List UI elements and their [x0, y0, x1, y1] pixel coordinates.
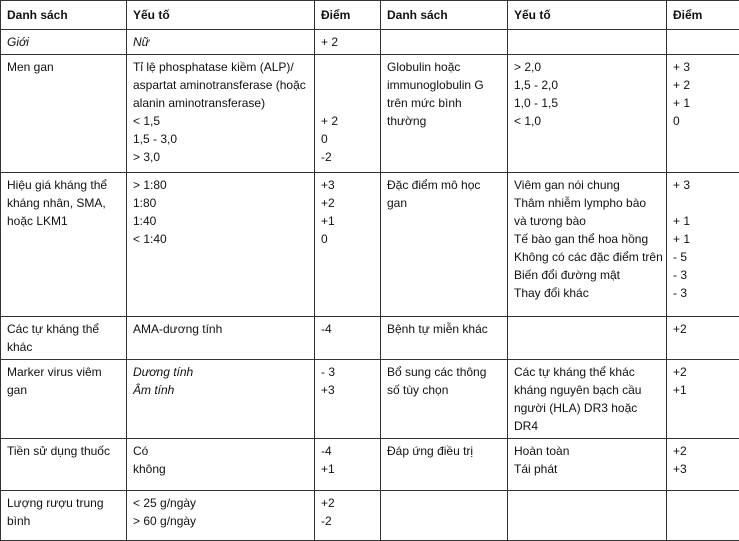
- left-list-cell: [1, 439, 127, 491]
- left-points-cell: [315, 317, 381, 360]
- left-points-text: + 2: [321, 33, 374, 51]
- left-factor-text: Tỉ lệ phosphatase kiềm (ALP)/ aspartat aminotransferase (hoặc alanin aminotransferase): [133, 58, 308, 112]
- right-factor-text: Hoàn toàn: [514, 442, 660, 460]
- right-factor-text: Tái phát: [514, 460, 660, 478]
- right-factor-text: Không có các đặc điểm trên: [514, 248, 660, 266]
- right-points-text: 0: [673, 112, 733, 130]
- right-factor-cell: [508, 55, 667, 173]
- left-factor-text: 1:40: [133, 212, 308, 230]
- right-points-text: + 1: [673, 94, 733, 112]
- header-row: [1, 1, 739, 30]
- left-factor-text: Dương tính: [133, 363, 308, 381]
- left-factor-cell: [127, 173, 315, 317]
- right-points-text: + 2: [673, 76, 733, 94]
- left-factor-cell: [127, 30, 315, 55]
- right-factor-cell: [508, 317, 667, 360]
- right-list-text: Globulin hoặc immunoglobulin G trên mức bình thường: [387, 58, 501, 130]
- header-factor-right: Yếu tố: [508, 1, 667, 30]
- right-points-text: +2: [673, 363, 733, 381]
- right-points-text: + 1: [673, 230, 733, 248]
- left-factor-text: AMA-dương tính: [133, 320, 308, 338]
- right-list-text: Bệnh tự miễn khác: [387, 320, 501, 338]
- right-factor-text: Viêm gan nói chung: [514, 176, 660, 194]
- right-list-cell: [381, 491, 508, 541]
- right-list-cell: [381, 55, 508, 173]
- left-list-text: Lượng rượu trung bình: [7, 494, 120, 530]
- right-factor-cell: [508, 360, 667, 439]
- left-factor-cell: [127, 317, 315, 360]
- right-points-cell: [667, 55, 739, 173]
- left-points-text: [321, 58, 374, 76]
- left-points-text: + 2: [321, 112, 374, 130]
- right-list-cell: [381, 317, 508, 360]
- right-points-text: - 3: [673, 284, 733, 302]
- left-list-cell: [1, 30, 127, 55]
- left-list-cell: [1, 173, 127, 317]
- table-row: [1, 55, 739, 173]
- left-points-text: -2: [321, 148, 374, 166]
- header-points-right: Điểm: [667, 1, 739, 30]
- right-factor-cell: [508, 491, 667, 541]
- left-factor-text: 1:80: [133, 194, 308, 212]
- right-points-text: +2: [673, 442, 733, 460]
- left-points-text: -4: [321, 442, 374, 460]
- header-list-left: Danh sách: [1, 1, 127, 30]
- left-list-cell: [1, 491, 127, 541]
- left-factor-text: Âm tính: [133, 381, 308, 399]
- left-factor-text: > 60 g/ngày: [133, 512, 308, 530]
- right-points-cell: [667, 360, 739, 439]
- right-points-cell: [667, 439, 739, 491]
- right-factor-text: Biến đổi đường mật: [514, 266, 660, 284]
- right-points-text: - 5: [673, 248, 733, 266]
- right-points-text: + 3: [673, 58, 733, 76]
- table-row: [1, 439, 739, 491]
- left-list-text: Tiền sử dụng thuốc: [7, 442, 120, 460]
- right-list-text: Đáp ứng điều trị: [387, 442, 501, 460]
- right-points-text: - 3: [673, 266, 733, 284]
- right-list-text: Bổ sung các thông số tùy chọn: [387, 363, 501, 399]
- left-points-text: - 3: [321, 363, 374, 381]
- right-list-text: Đặc điểm mô học gan: [387, 176, 501, 212]
- left-list-text: Các tự kháng thể khác: [7, 320, 120, 356]
- left-points-cell: [315, 439, 381, 491]
- left-points-text: +3: [321, 381, 374, 399]
- left-points-cell: [315, 360, 381, 439]
- left-points-cell: [315, 491, 381, 541]
- right-points-text: +2: [673, 320, 733, 338]
- table-row: [1, 317, 739, 360]
- right-factor-text: > 2,0: [514, 58, 660, 76]
- left-list-cell: [1, 55, 127, 173]
- right-factor-text: 1,0 - 1,5: [514, 94, 660, 112]
- left-list-text: Marker virus viêm gan: [7, 363, 120, 399]
- right-list-cell: [381, 360, 508, 439]
- left-factor-text: > 1:80: [133, 176, 308, 194]
- table-row: [1, 173, 739, 317]
- right-points-text: +1: [673, 381, 733, 399]
- left-list-cell: [1, 317, 127, 360]
- left-points-cell: [315, 173, 381, 317]
- left-points-cell: [315, 55, 381, 173]
- left-points-text: +2: [321, 194, 374, 212]
- right-factor-text: Thay đổi khác: [514, 284, 660, 302]
- left-points-text: +1: [321, 460, 374, 478]
- left-factor-text: > 3,0: [133, 148, 308, 166]
- left-points-cell: [315, 30, 381, 55]
- right-points-text: [673, 194, 733, 212]
- table-row: [1, 30, 739, 55]
- table-row: [1, 491, 739, 541]
- left-list-text: Hiệu giá kháng thể kháng nhân, SMA, hoặc LKM1: [7, 176, 120, 230]
- table-row: [1, 360, 739, 439]
- header-factor-left: Yếu tố: [127, 1, 315, 30]
- right-factor-text: 1,5 - 2,0: [514, 76, 660, 94]
- left-factor-text: Có: [133, 442, 308, 460]
- left-factor-cell: [127, 491, 315, 541]
- right-list-cell: [381, 30, 508, 55]
- right-points-cell: [667, 317, 739, 360]
- right-list-cell: [381, 173, 508, 317]
- left-points-text: +1: [321, 212, 374, 230]
- left-factor-text: 1,5 - 3,0: [133, 130, 308, 148]
- left-list-text: Giới: [7, 33, 120, 51]
- left-points-text: -2: [321, 512, 374, 530]
- right-factor-cell: [508, 173, 667, 317]
- right-points-text: + 1: [673, 212, 733, 230]
- left-points-text: 0: [321, 230, 374, 248]
- right-points-cell: [667, 491, 739, 541]
- left-points-text: +3: [321, 176, 374, 194]
- right-factor-text: < 1,0: [514, 112, 660, 130]
- right-points-text: + 3: [673, 176, 733, 194]
- left-factor-cell: [127, 360, 315, 439]
- left-factor-text: < 1:40: [133, 230, 308, 248]
- right-list-cell: [381, 439, 508, 491]
- left-points-text: 0: [321, 130, 374, 148]
- right-factor-text: Các tự kháng thể khác kháng nguyên bạch cầu người (HLA) DR3 hoặc DR4: [514, 363, 660, 435]
- right-factor-cell: [508, 30, 667, 55]
- left-list-text: Men gan: [7, 58, 120, 76]
- header-list-right: Danh sách: [381, 1, 508, 30]
- left-factor-cell: [127, 55, 315, 173]
- right-points-cell: [667, 173, 739, 317]
- right-factor-text: Thâm nhiễm lympho bào và tương bào: [514, 194, 660, 230]
- left-factor-text: < 1,5: [133, 112, 308, 130]
- left-factor-cell: [127, 439, 315, 491]
- right-points-text: +3: [673, 460, 733, 478]
- right-factor-cell: [508, 439, 667, 491]
- left-factor-text: không: [133, 460, 308, 478]
- left-points-text: [321, 76, 374, 94]
- left-points-text: +2: [321, 494, 374, 512]
- right-points-cell: [667, 30, 739, 55]
- left-factor-text: < 25 g/ngày: [133, 494, 308, 512]
- right-factor-text: Tế bào gan thể hoa hồng: [514, 230, 660, 248]
- left-factor-text: Nữ: [133, 33, 308, 51]
- left-list-cell: [1, 360, 127, 439]
- header-points-left: Điểm: [315, 1, 381, 30]
- left-points-text: [321, 94, 374, 112]
- left-points-text: -4: [321, 320, 374, 338]
